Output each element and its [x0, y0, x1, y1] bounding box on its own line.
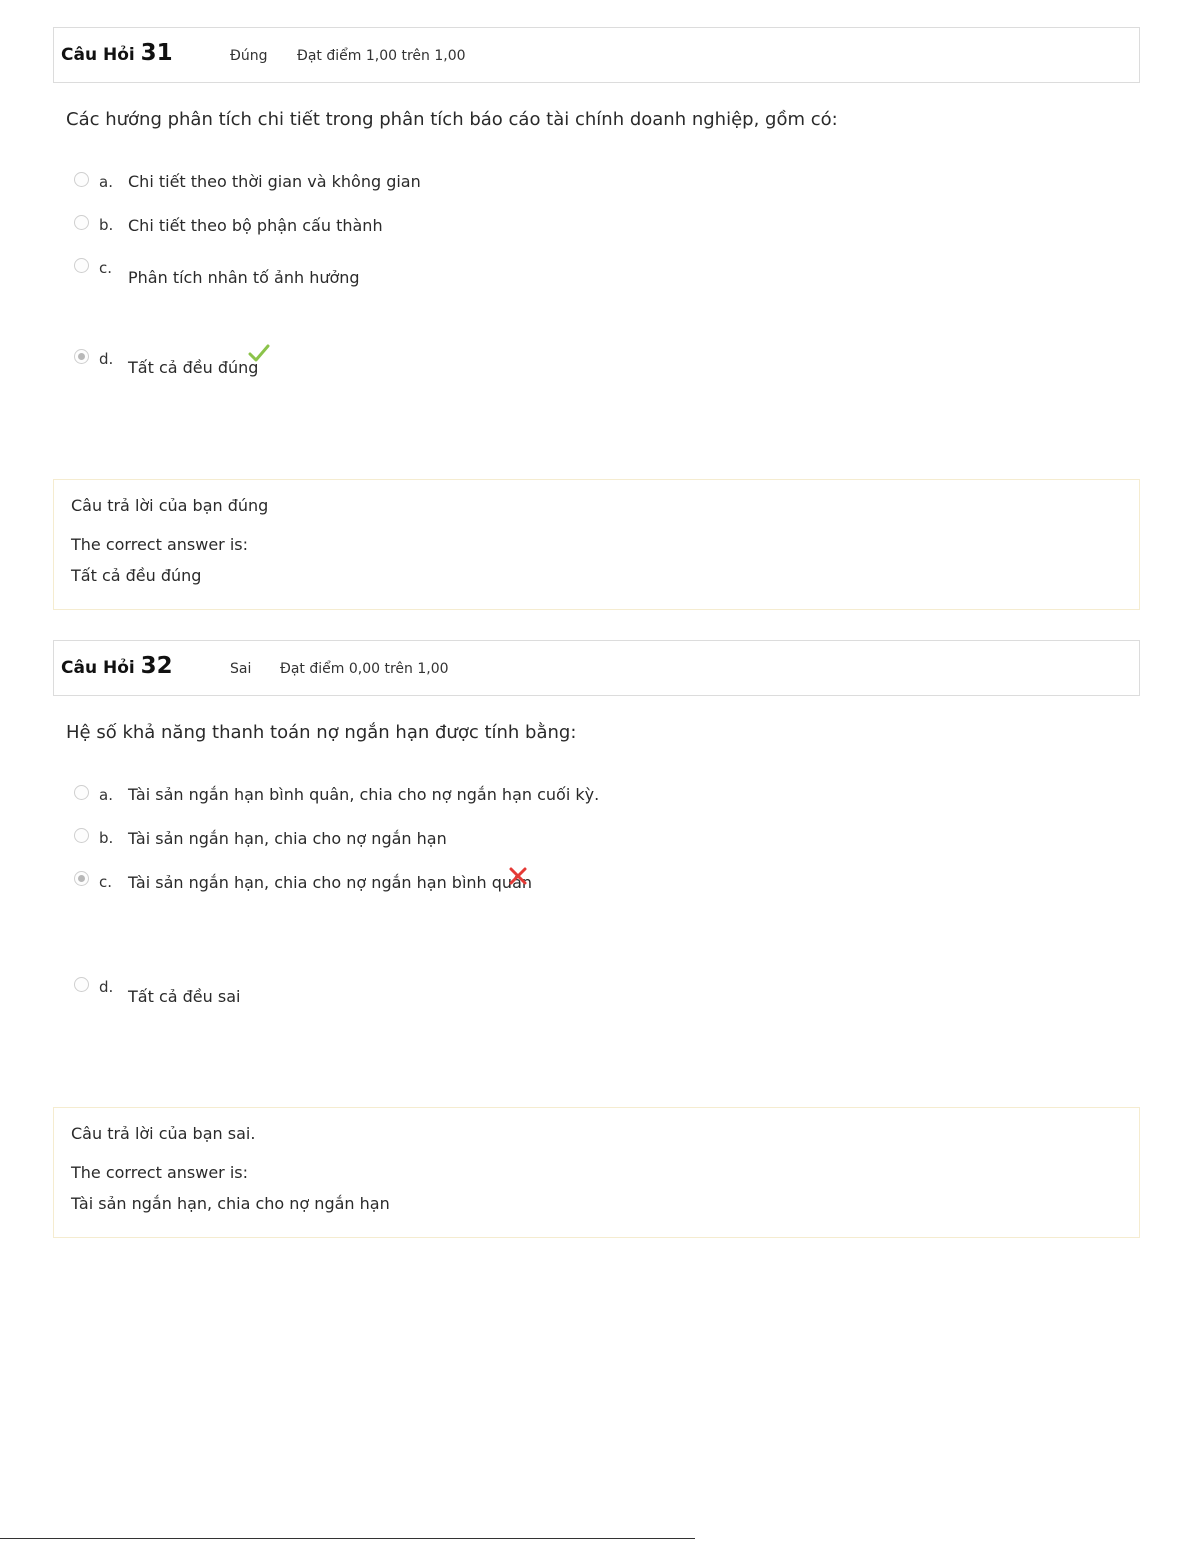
- option-c-text[interactable]: Tài sản ngắn hạn, chia cho nợ ngắn hạn bình quân: [128, 873, 533, 892]
- question-title: [61, 40, 173, 66]
- check-icon: [248, 343, 270, 363]
- option-b-letter: b.: [99, 216, 114, 234]
- question-grade: Đạt điểm 1,00 trên 1,00: [297, 48, 466, 64]
- question-grade: Đạt điểm 0,00 trên 1,00: [280, 661, 449, 677]
- question-32-header: [53, 640, 1140, 696]
- option-c-letter: c.: [99, 259, 113, 277]
- question-title-prefix: Câu Hỏi: [61, 658, 135, 678]
- option-d-radio[interactable]: [74, 977, 89, 992]
- question-number: 31: [140, 40, 173, 66]
- option-a-letter: a.: [99, 173, 113, 191]
- question-31-text: Các hướng phân tích chi tiết trong phân tích báo cáo tài chính doanh nghiệp, gồm có:: [66, 109, 838, 130]
- feedback-correct-answer: Tất cả đều đúng: [71, 566, 202, 585]
- option-d-radio-selected[interactable]: [74, 349, 89, 364]
- option-d-text[interactable]: Tất cả đều sai: [128, 987, 241, 1006]
- question-state: Sai: [230, 661, 252, 677]
- option-d-text[interactable]: Tất cả đều đúng: [128, 358, 259, 377]
- option-a-text[interactable]: Tài sản ngắn hạn bình quân, chia cho nợ ngắn hạn cuối kỳ.: [128, 785, 600, 804]
- option-d-letter: d.: [99, 978, 114, 996]
- feedback-status: Câu trả lời của bạn sai.: [71, 1124, 256, 1143]
- question-title-prefix: Câu Hỏi: [61, 45, 135, 65]
- option-b-radio[interactable]: [74, 215, 89, 230]
- option-c-text[interactable]: Phân tích nhân tố ảnh hưởng: [128, 268, 360, 287]
- feedback-correct-answer: Tài sản ngắn hạn, chia cho nợ ngắn hạn: [71, 1194, 390, 1213]
- option-b-letter: b.: [99, 829, 114, 847]
- question-state: Đúng: [230, 48, 268, 64]
- option-b-text[interactable]: Tài sản ngắn hạn, chia cho nợ ngắn hạn: [128, 829, 447, 848]
- question-32-text: Hệ số khả năng thanh toán nợ ngắn hạn được tính bằng:: [66, 722, 577, 743]
- option-d-letter: d.: [99, 350, 114, 368]
- feedback-status: Câu trả lời của bạn đúng: [71, 496, 269, 515]
- option-c-letter: c.: [99, 873, 113, 891]
- feedback-correct-label: The correct answer is:: [71, 535, 248, 554]
- option-a-radio[interactable]: [74, 785, 89, 800]
- option-b-radio[interactable]: [74, 828, 89, 843]
- option-a-radio[interactable]: [74, 172, 89, 187]
- page-footer-divider: [0, 1538, 695, 1539]
- option-a-letter: a.: [99, 786, 113, 804]
- option-c-radio-selected[interactable]: [74, 871, 89, 886]
- cross-icon: [508, 866, 528, 886]
- question-31-header: [53, 27, 1140, 83]
- question-31-feedback: [53, 479, 1140, 610]
- question-title: [61, 653, 173, 679]
- feedback-correct-label: The correct answer is:: [71, 1163, 248, 1182]
- question-number: 32: [140, 653, 173, 679]
- option-a-text[interactable]: Chi tiết theo thời gian và không gian: [128, 172, 421, 191]
- question-32-feedback: [53, 1107, 1140, 1238]
- option-b-text[interactable]: Chi tiết theo bộ phận cấu thành: [128, 216, 383, 235]
- option-c-radio[interactable]: [74, 258, 89, 273]
